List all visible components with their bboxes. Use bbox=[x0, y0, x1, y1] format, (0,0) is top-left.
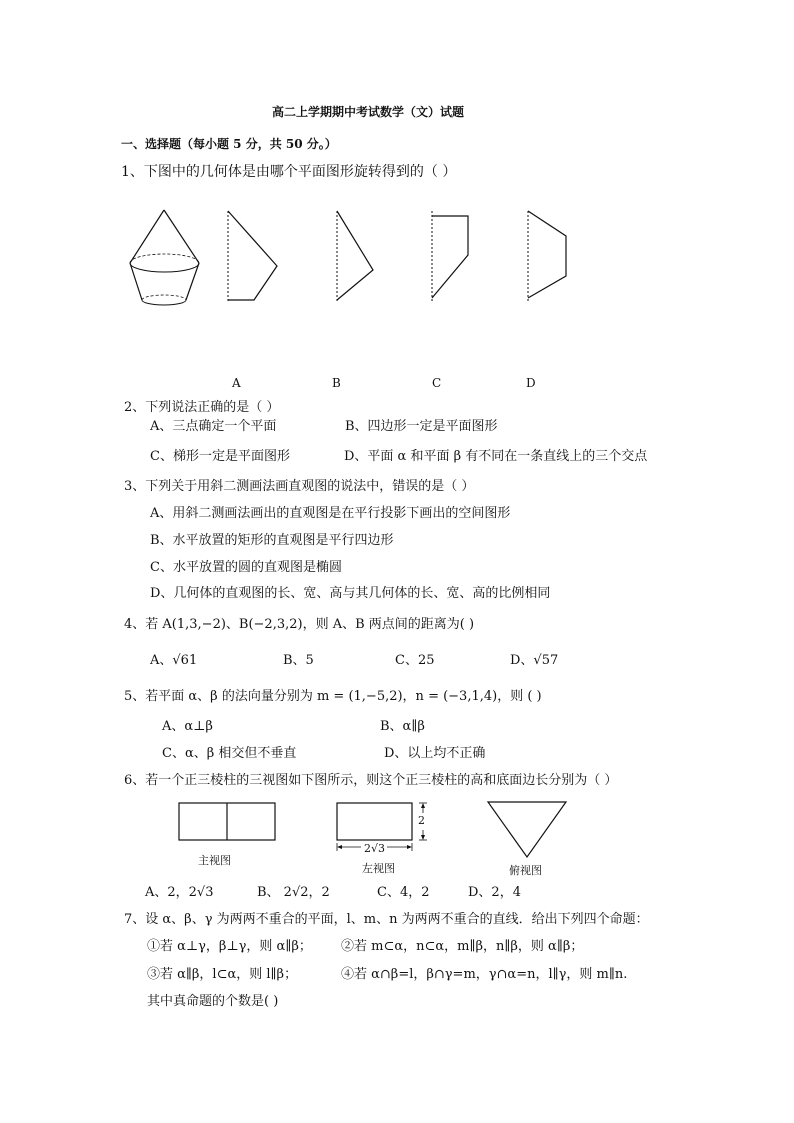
question-1-stem: 1、下图中的几何体是由哪个平面图形旋转得到的（ ） bbox=[121, 164, 457, 180]
q1-option-c-figure bbox=[428, 208, 478, 303]
q6-option-a: A、2，2√3 bbox=[145, 885, 214, 900]
q1-option-a-figure bbox=[222, 208, 282, 303]
q5-option-b: B、α∥β bbox=[380, 719, 425, 734]
question-7-stem: 7、设 α、β、γ 为两两不重合的平面，l、m、n 为两两不重合的直线．给出下列四个命题： bbox=[124, 912, 649, 927]
q7-proposition-1: ①若 α⊥γ，β⊥γ，则 α∥β； bbox=[147, 939, 312, 954]
front-view-caption: 主视图 bbox=[198, 854, 231, 867]
q2-option-b: B、四边形一定是平面图形 bbox=[345, 419, 498, 434]
q2-option-c: C、梯形一定是平面图形 bbox=[150, 449, 290, 464]
q5-option-a: A、α⊥β bbox=[162, 719, 213, 734]
q4-option-d: D、√57 bbox=[510, 653, 559, 668]
q1-label-d: D bbox=[526, 376, 536, 390]
q6-option-b: B、 2√2，2 bbox=[257, 885, 330, 900]
q3-option-d: D、几何体的直观图的长、宽、高与其几何体的长、宽、高的比例相同 bbox=[150, 586, 551, 601]
question-3-stem: 3、下列关于用斜二测画法画直观图的说法中，错误的是（ ） bbox=[124, 479, 475, 494]
top-view-caption: 俯视图 bbox=[509, 864, 542, 877]
q4-option-a: A、√61 bbox=[150, 653, 198, 668]
top-view-figure bbox=[486, 800, 568, 860]
q7-proposition-2: ②若 m⊂α，n⊂α，m∥β，n∥β，则 α∥β； bbox=[341, 939, 584, 954]
q3-option-c: C、水平放置的圆的直观图是椭圆 bbox=[150, 560, 342, 575]
question-6-stem: 6、若一个正三棱柱的三视图如下图所示，则这个正三棱柱的高和底面边长分别为（ ） bbox=[124, 773, 618, 788]
q4-option-b: B、5 bbox=[283, 653, 314, 668]
q1-label-a: A bbox=[232, 376, 241, 390]
q1-solid-figure bbox=[126, 208, 206, 308]
q5-option-d: D、以上均不正确 bbox=[384, 746, 486, 761]
q6-option-d: D、2，4 bbox=[468, 885, 521, 900]
side-view-width-label: 2√3 bbox=[364, 842, 386, 855]
side-view-height-label: 2 bbox=[418, 814, 425, 827]
q1-label-b: B bbox=[332, 376, 341, 390]
q1-option-b-figure bbox=[333, 208, 383, 303]
q7-proposition-4: ④若 α∩β=l，β∩γ=m，γ∩α=n，l∥γ，则 m∥n. bbox=[341, 967, 628, 982]
section-heading: 一、选择题（每小题 5 分，共 50 分。） bbox=[121, 137, 337, 151]
question-5-stem: 5、若平面 α、β 的法向量分别为 m = (1,−5,2)，n = (−3,1,4)，则 ( ) bbox=[124, 689, 542, 704]
q7-question-tail: 其中真命题的个数是( ) bbox=[147, 994, 279, 1009]
q4-option-c: C、25 bbox=[395, 653, 435, 668]
q5-option-c: C、α、β 相交但不垂直 bbox=[162, 746, 297, 761]
question-2-stem: 2、下列说法正确的是（ ） bbox=[124, 400, 280, 415]
q2-option-a: A、三点确定一个平面 bbox=[150, 419, 277, 434]
q2-option-d: D、平面 α 和平面 β 有不同在一条直线上的三个交点 bbox=[344, 449, 648, 464]
q3-option-a: A、用斜二测画法画出的直观图是在平行投影下画出的空间图形 bbox=[150, 506, 511, 521]
q1-label-c: C bbox=[432, 376, 442, 390]
q1-option-d-figure bbox=[524, 208, 574, 303]
page-title: 高二上学期期中考试数学（文）试题 bbox=[272, 105, 465, 119]
q3-option-b: B、水平放置的矩形的直观图是平行四边形 bbox=[150, 533, 394, 548]
q7-proposition-3: ③若 α∥β，l⊂α，则 l∥β； bbox=[147, 967, 298, 982]
q6-option-c: C、4，2 bbox=[377, 885, 430, 900]
side-view-caption: 左视图 bbox=[362, 862, 395, 875]
front-view-figure bbox=[178, 802, 278, 842]
question-4-stem: 4、若 A(1,3,−2)、B(−2,3,2)，则 A、B 两点间的距离为( ) bbox=[124, 617, 475, 632]
